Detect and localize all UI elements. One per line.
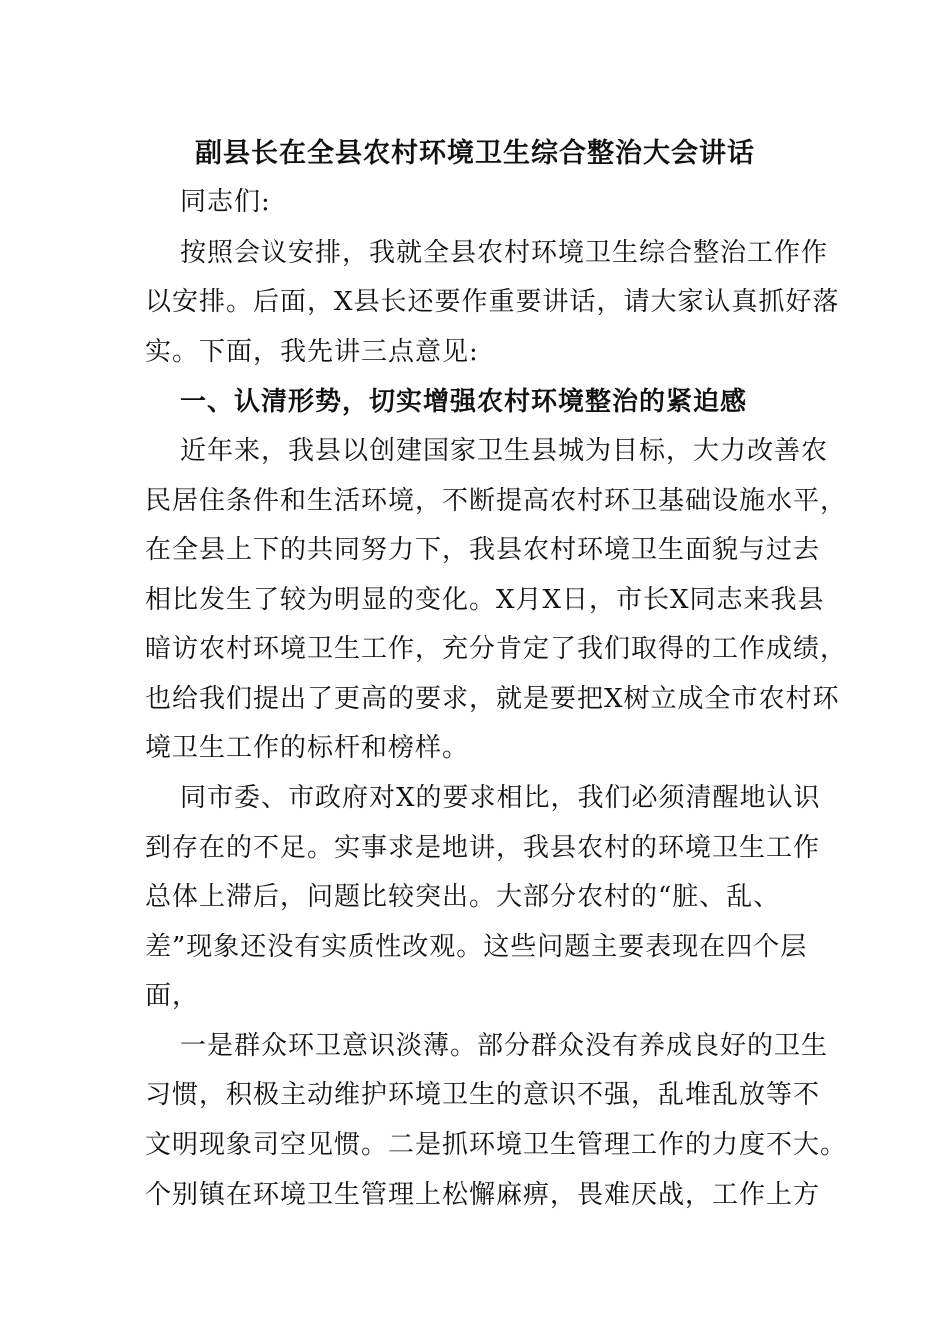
paragraph-line: 到存在的不足。实事求是地讲，我县农村的环境卫生工作	[145, 833, 821, 863]
paragraph-line: 按照会议安排，我就全县农村环境卫生综合整治工作作	[180, 238, 829, 268]
section-heading: 一、认清形势，切实增强农村环境整治的紧迫感	[180, 387, 748, 417]
paragraph-line: 文明现象司空见惯。二是抓环境卫生管理工作的力度不大。	[145, 1130, 848, 1160]
document-title: 副县长在全县农村环境卫生综合整治大会讲话	[195, 138, 755, 169]
paragraph-line: 习惯，积极主动维护环境卫生的意识不强，乱堆乱放等不	[145, 1080, 821, 1110]
paragraph-line: 实。下面，我先讲三点意见:	[145, 337, 479, 367]
paragraph-line: 暗访农村环境卫生工作，充分肯定了我们取得的工作成绩，	[145, 634, 848, 664]
paragraph-line: 民居住条件和生活环境，不断提高农村环卫基础设施水平，	[145, 486, 848, 516]
paragraph-line: 相比发生了较为明显的变化。X月X日，市长X同志来我县	[145, 585, 825, 615]
paragraph-line: 也给我们提出了更高的要求，就是要把X树立成全市农村环	[145, 684, 840, 714]
paragraph-line: 同市委、市政府对X的要求相比，我们必须清醒地认识	[180, 783, 821, 813]
paragraph-line: 境卫生工作的标杆和榜样。	[145, 733, 470, 763]
paragraph-line: 总体上滞后，问题比较突出。大部分农村的“脏、乱、	[145, 882, 781, 912]
paragraph-line: 个别镇在环境卫生管理上松懈麻痹，畏难厌战，工作上方	[145, 1180, 821, 1210]
paragraph-line: 近年来，我县以创建国家卫生县城为目标，大力改善农	[180, 436, 829, 466]
paragraph-line: 差”现象还没有实质性改观。这些问题主要表现在四个层	[145, 932, 808, 962]
paragraph-line: 在全县上下的共同努力下，我县农村环境卫生面貌与过去	[145, 535, 821, 565]
salutation: 同志们:	[180, 187, 271, 217]
paragraph-line: 一是群众环卫意识淡薄。部分群众没有养成良好的卫生	[180, 1031, 829, 1061]
paragraph-line: 以安排。后面，X县长还要作重要讲话，请大家认真抓好落	[145, 287, 840, 317]
paragraph-line: 面，	[145, 981, 200, 1011]
